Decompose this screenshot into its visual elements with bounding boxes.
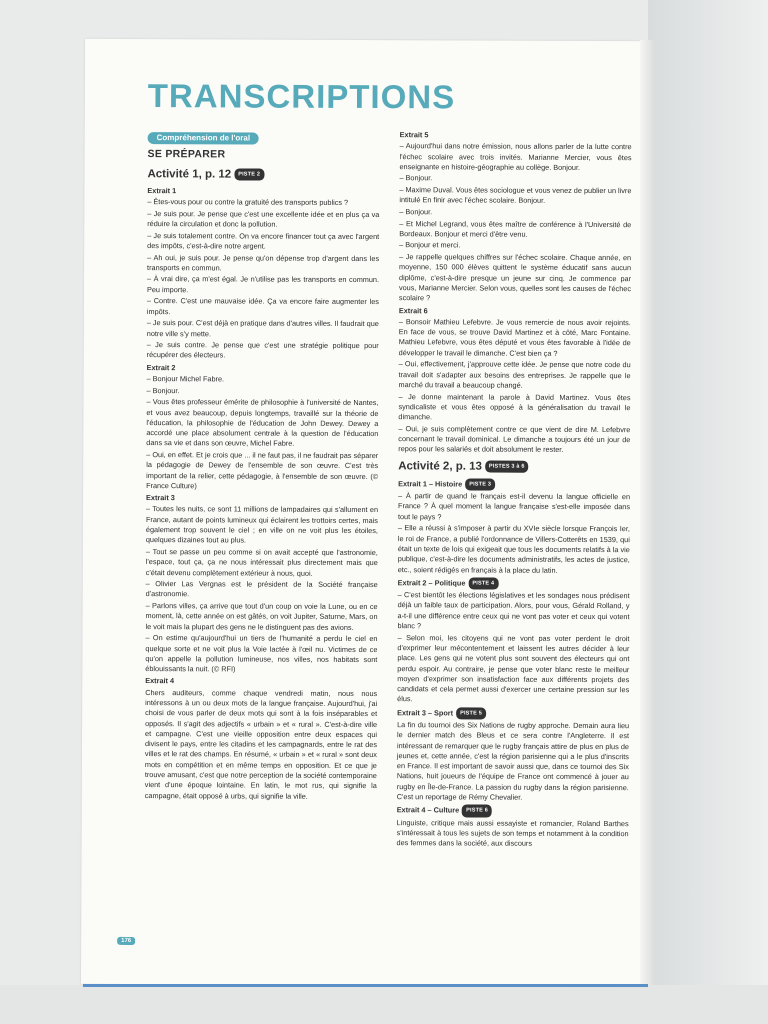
piste-badge: PISTE 2	[234, 168, 264, 180]
transcript-paragraph: – Maxime Duval. Vous êtes sociologue et vous venez de publier un livre intitulé En finir avec l'échec scolaire. Bonjour.	[399, 185, 632, 206]
section-heading: SE PRÉPARER	[147, 148, 226, 161]
left-column	[145, 132, 380, 803]
right-column-body-b	[397, 478, 631, 850]
piste-badge: PISTE 3	[465, 478, 495, 490]
extract-heading	[400, 130, 632, 141]
section-pill: Compréhension de l'oral	[148, 132, 260, 145]
transcript-paragraph: – Bonjour.	[399, 207, 433, 217]
transcript-paragraph: – À partir de quand le français est-il devenu la langue officielle en France ? À quel moment la langue française s'est-elle imposée dans tout le pays ?	[397, 491, 631, 522]
piste-badge: PISTE 4	[468, 577, 498, 589]
transcript-paragraph: – Aujourd'hui dans notre émission, nous allons parler de la lutte contre l'échec scolaire avec trois invités. Marianne Mercier, vous êtes enseignante en histoire-géographie au collège. Bonjour.	[399, 141, 632, 172]
transcript-paragraph: – Oui, en effet. Et je crois que ... il ne faut pas, il ne faudrait pas séparer la pédagogie de Dewey de l'ensemble de son œuvre. C'est très important de la relier, cette pédagogie, à l'ensemble de son œuvre. (© France Culture)	[146, 450, 379, 491]
extract-heading-text: Extrait 5	[399, 130, 429, 140]
transcript-paragraph: – À vrai dire, ça m'est égal. Je n'utilise pas les transports en commun. Peu importe.	[146, 274, 380, 294]
transcript-paragraph: – Je suis totalement contre. On va encore financer tout ça avec l'argent des impôts, c'est-à-dire notre argent.	[147, 230, 380, 251]
extract-heading-text: Extrait 4	[145, 676, 175, 686]
page-bottom-line	[83, 984, 648, 987]
transcript-paragraph: – C'est bientôt les élections législatives et les sondages nous prédisent déjà un faible taux de participation. Alors, pour vous, Gérald Rolland, y a-t-il une différence entre ceux qui ne vont pas voter et ceux qui votent blanc ?	[397, 590, 630, 631]
piste-badge: PISTE 6	[462, 805, 492, 817]
activity-title: Activité 2, p. 13	[398, 459, 482, 473]
transcript-paragraph: Chers auditeurs, comme chaque vendredi matin, nous nous intéressons à un ou deux mots de la langue française. Aujourd'hui, j'ai choisi de vous parler de deux mots qui sont à la fois inséparables et opposés. Il s'agit des adjectifs « urbain » et « rural ». C'est-à-dire ville et campagne. C'est une vieille opposition entre deux espaces qui divisent le pays, entre les citadins et les campagnards, entre le rat des villes et le rat des champs. En résumé, « urbain » et « rural » sont deux mots en compétition et en même temps en opposition. Et ce que je trouve amusant, c'est que notre perception de la société contemporaine vient d'une époque lointaine. En latin, le mot rus, qui signifie la campagne, était opposé à urbs, qui signifie la ville.	[144, 687, 378, 801]
transcript-paragraph: – Oui, je suis complètement contre ce que vient de dire M. Lefebvre concernant le travail dominical. Le dimanche a toujours été un jour de repos pour les salariés et doit absolument le rester.	[398, 423, 631, 455]
transcript-paragraph: – Et Michel Legrand, vous êtes maître de conférence à l'Université de Bordeaux. Bonjour et merci d'être venu.	[399, 218, 632, 239]
extract-heading	[399, 306, 631, 317]
transcript-paragraph: – Olivier Las Vergnas est le président de la Société française d'astronomie.	[145, 579, 378, 599]
extract-heading	[146, 493, 378, 504]
extract-heading-text: Extrait 2 – Politique	[397, 578, 466, 588]
transcript-paragraph: – Parlons villes, ça arrive que tout d'un coup on voie la Lune, ou en ce moment, là, cette année on est gâtés, on voit Jupiter, Saturne, Mars, on le voit mais la plupart des gens ne le distinguent pas des avions.	[145, 601, 378, 632]
transcript-paragraph: – Vous êtes professeur émérite de philosophie à l'université de Nantes, et vous avez beaucoup, depuis longtemps, travaillé sur la théorie de l'éducation, la philosophie de l'éducation de John Dewey. Dewey a accordé une place absolument centrale à la question de l'éducation dans sa vie et dans son œuvre, Michel Fabre.	[146, 397, 379, 449]
transcript-paragraph: – Je rappelle quelques chiffres sur l'échec scolaire. Chaque année, en moyenne, 150 000 élèves quittent le système éducatif sans aucun diplôme, c'est-à-dire presque un jeune sur cinq. Je commence par vous, Marianne Mercier. Selon vous, quelles sont les causes de l'échec scolaire ?	[398, 252, 632, 303]
extract-heading	[398, 478, 630, 491]
transcript-paragraph: – Bonjour Michel Fabre.	[146, 374, 225, 384]
extract-heading	[398, 577, 630, 590]
transcript-paragraph: – On estime qu'aujourd'hui un tiers de l'humanité a perdu le ciel en quelque sorte et ne voit plus la Voie lactée à l'œil nu. Victimes de ce qu'on appelle la pollution lumineuse, nos villes, nos habitats sont éblouissants la nuit. (© RFI)	[145, 633, 378, 674]
transcript-paragraph: – Bonjour.	[146, 385, 180, 395]
transcript-paragraph: – Oui, effectivement, j'approuve cette idée. Je pense que notre code du travail doit s'adapter aux besoins des entreprises. Je rappelle que le marché du travail a beaucoup changé.	[398, 359, 631, 390]
transcript-paragraph: – Elle a réussi à s'imposer à partir du XVIe siècle lorsque François Ier, le roi de France, a publié l'ordonnance de Villers-Cotterêts en 1539, qui était un texte de lois qui exigeait que tous les documents relatifs à la vie publique, c'est-à-dire les documents administratifs, les actes de justice, etc., soient rédigés en français à la place du latin.	[397, 523, 630, 575]
transcript-paragraph: – Tout se passe un peu comme si on avait accepté que l'astronomie, l'espace, tout ça, ça ne nous intéressait plus directement mais que c'était devenu complètement extérieur à nous, quoi.	[145, 546, 378, 578]
transcript-paragraph: – Bonjour.	[399, 173, 433, 183]
activity-heading	[398, 460, 630, 473]
extract-heading-text: Extrait 1	[147, 185, 177, 196]
right-column-body-a	[398, 130, 631, 456]
piste-badge: PISTES 3 à 6	[485, 460, 529, 472]
transcript-paragraph: – Je suis pour. C'est déjà en pratique dans d'autres villes. Il faudrait que notre ville s'y mette.	[146, 318, 379, 338]
extract-heading	[147, 186, 379, 197]
extract-heading-text: Extrait 3 – Sport	[397, 707, 454, 718]
extract-heading	[397, 805, 629, 818]
transcript-paragraph: – Ah oui, je suis pour. Je pense qu'on dépense trop d'argent dans les transports en commun.	[147, 252, 380, 273]
transcript-paragraph: – Toutes les nuits, ce sont 11 millions de lampadaires qui s'allument en France, autant de points lumineux qui éclairent les trottoirs certes, mais également trop souvent le ciel ; en ville on ne voit plus les étoiles, quelques dizaines tout au plus.	[145, 504, 379, 545]
transcript-paragraph: – Je suis contre. Je pense que c'est une stratégie politique pour récupérer des électeurs.	[146, 340, 379, 360]
activity-heading	[147, 168, 379, 181]
extract-heading-text: Extrait 4 – Culture	[396, 805, 460, 815]
transcript-paragraph: – Selon moi, les citoyens qui ne vont pas voter perdent le droit d'exprimer leur mécontentement et laissent les autres décider à leur place. Les gens qui ne votent plus sont souvent des électeurs qui ont perdu espoir. Au contraire, je pense que voter blanc reste le meilleur moyen d'exprimer son insatisfaction face aux différents projets des candidats et cela permet aussi d'exercer une certaine pression sur les élus.	[397, 632, 630, 704]
extract-heading	[145, 676, 377, 687]
transcript-paragraph: – Je donne maintenant la parole à David Martinez. Vous êtes syndicaliste et vous êtes opposé à la généralisation du travail le dimanche.	[398, 391, 631, 422]
extract-heading	[397, 707, 629, 720]
transcript-paragraph: – Bonjour et merci.	[399, 240, 461, 250]
page-title: TRANSCRIPTIONS	[147, 77, 456, 116]
transcript-paragraph: – Êtes-vous pour ou contre la gratuité des transports publics ?	[147, 197, 349, 208]
background-bottom	[0, 985, 768, 1024]
right-column	[397, 128, 632, 851]
extract-heading-text: Extrait 3	[146, 493, 175, 503]
page-edge	[640, 40, 654, 985]
activity-title: Activité 1, p. 12	[147, 167, 232, 181]
extract-heading-text: Extrait 2	[146, 362, 176, 372]
extract-heading-text: Extrait 1 – Histoire	[398, 479, 463, 489]
background-right	[648, 0, 768, 1024]
transcript-paragraph: Linguiste, critique mais aussi essayiste et romancier, Roland Barthes s'intéressait à tous les sujets de son temps et notamment à la condition des femmes dans la société, aux discours	[396, 817, 629, 848]
transcript-paragraph: – Bonsoir Mathieu Lefebvre. Je vous remercie de nous avoir rejoints. En face de vous, se trouve David Martinez et à côté, Marc Fontaine. Mathieu Lefebvre, vous êtes député et vous êtes favorable à l'idée de développer le travail le dimanche. C'est bien ça ?	[398, 316, 631, 358]
extract-heading-text: Extrait 6	[398, 305, 428, 315]
page-number: 176	[117, 937, 135, 945]
transcript-paragraph: La fin du tournoi des Six Nations de rugby approche. Demain aura lieu le dernier match des Bleus et ce sera contre l'Angleterre. Il est intéressant de remarquer que le rugby français attire de plus en plus de jeunes et, cette année, c'est la région parisienne qui a le plus d'inscrits en France. Il est important de savoir aussi que, dans ce tournoi des Six Nations, huit joueurs de l'équipe de France ont commencé à jouer au rugby en Île-de-France. La passion du rugby dans la région parisienne. C'est un reportage de Rémy Chevalier.	[396, 720, 630, 802]
piste-badge: PISTE 5	[456, 707, 486, 719]
extract-heading	[147, 363, 379, 374]
transcript-paragraph: – Contre. C'est une mauvaise idée. Ça va encore faire augmenter les impôts.	[146, 296, 379, 316]
book-page	[81, 39, 650, 986]
left-column-body	[145, 186, 380, 802]
transcript-paragraph: – Je suis pour. Je pense que c'est une excellente idée et en plus ça va réduire la circulation et donc la pollution.	[147, 208, 380, 229]
